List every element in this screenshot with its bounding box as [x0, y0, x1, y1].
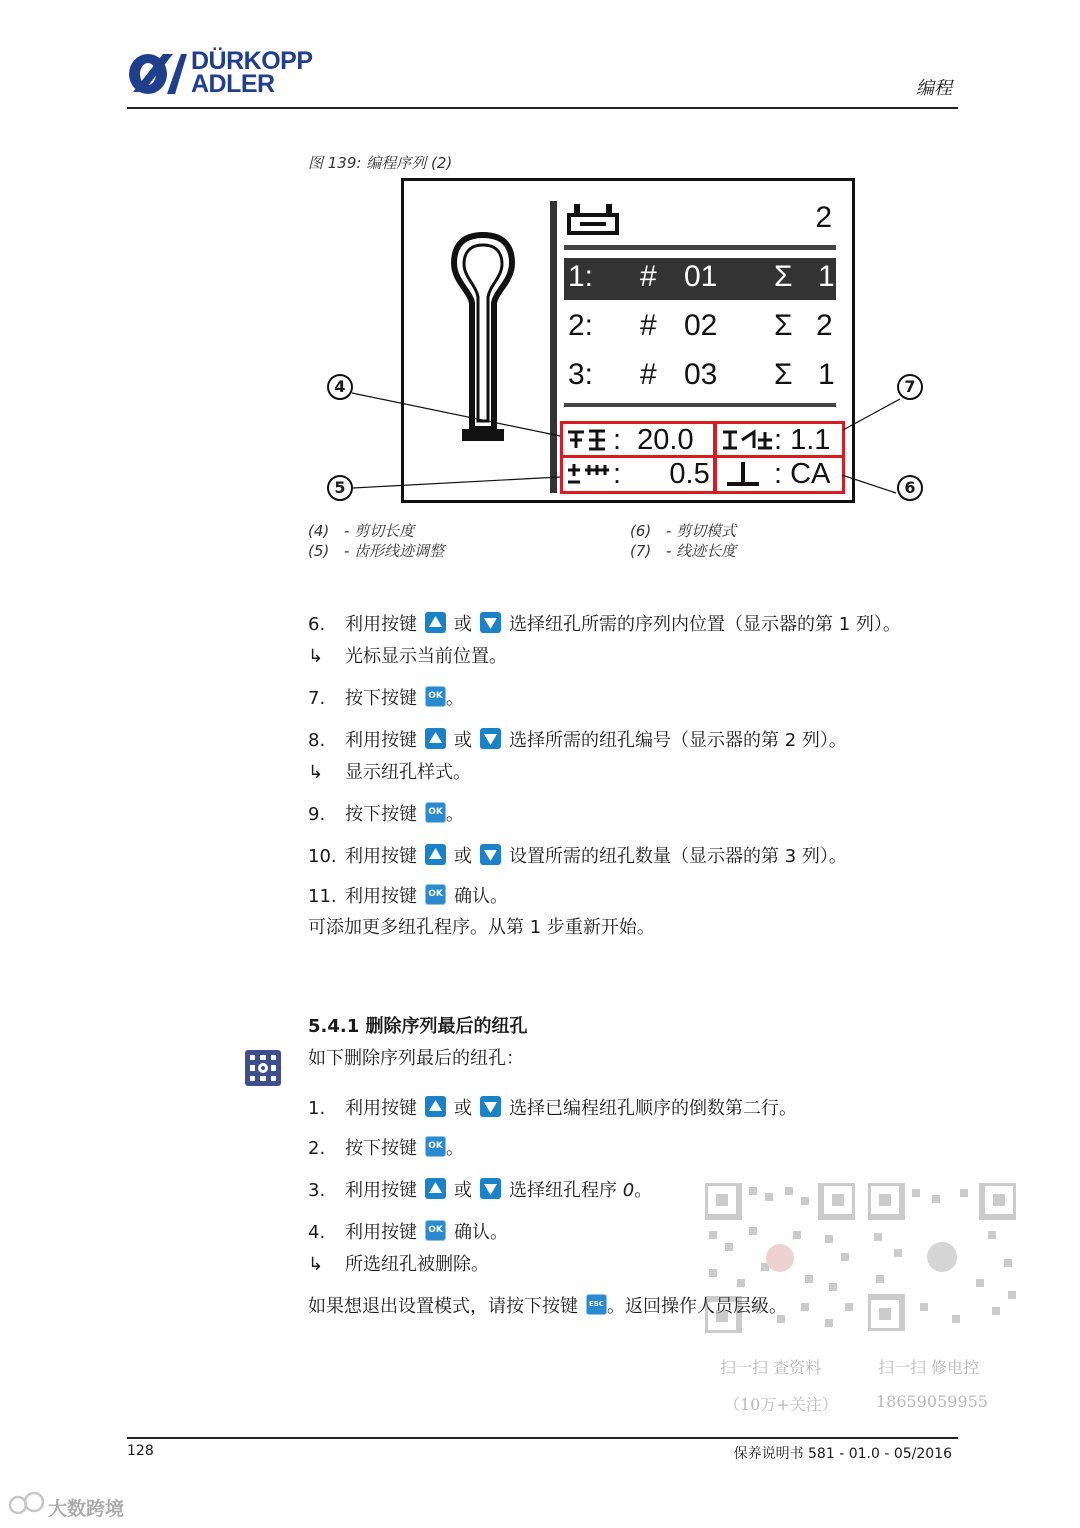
watermark-right-caption: 扫一扫 修电控 — [878, 1358, 980, 1377]
delete-step-1: 1. 利用按键 或 选择已编程纽孔顺序的倒数第二行。 — [308, 1098, 797, 1119]
ok-key-icon: OK — [425, 686, 446, 707]
delete-step-3: 3. 利用按键 或 选择纽孔程序 0。 — [308, 1180, 653, 1201]
esc-key-icon: ESC — [586, 1294, 607, 1315]
step-7: 7. 按下按键 OK 。 — [308, 688, 464, 709]
cut-length-value: : 20.0 — [613, 424, 694, 456]
legend-item-4: (4) - 剪切长度 — [308, 522, 415, 540]
step-10: 10. 利用按键 或 设置所需的纽孔数量（显示器的第 3 列）。 — [308, 846, 847, 867]
step-11: 11. 利用按键 OK 确认。 — [308, 886, 508, 907]
section-intro: 如下删除序列最后的纽孔： — [308, 1048, 524, 1069]
ok-key-icon: OK — [425, 802, 446, 823]
result-arrow-icon: ↳ — [308, 762, 324, 783]
cut-mode-value: : CA — [774, 458, 831, 490]
row-hash: # — [640, 309, 657, 342]
legend-item-6: (6) - 剪切模式 — [630, 522, 737, 540]
page-header-title: 编程 — [916, 78, 952, 99]
row-index: 3: — [568, 358, 594, 391]
down-arrow-key-icon — [480, 1178, 501, 1199]
watermark-left-caption: 扫一扫 查资料 — [720, 1358, 822, 1377]
row-sigma: Σ — [774, 358, 793, 391]
step-8-result: ↳ 显示纽孔样式。 — [308, 762, 471, 783]
zigzag-adjust-value: : 0.5 — [613, 458, 710, 490]
figure-caption: 图 139: 编程序列 (2) — [308, 154, 453, 172]
row-index: 1: — [568, 260, 594, 293]
legend-item-5: (5) - 齿形线迹调整 — [308, 542, 445, 560]
page-number: 128 — [127, 1443, 154, 1459]
corner-watermark-text: 大数跨境 — [48, 1498, 125, 1520]
step-6-result: ↳ 光标显示当前位置。 — [308, 646, 507, 667]
qr-code-left-icon — [705, 1183, 855, 1333]
logo-line1: DÜRKOPP — [191, 47, 313, 75]
row-hash: # — [640, 260, 657, 293]
up-arrow-key-icon — [425, 1178, 446, 1199]
callout-6: 6 — [897, 475, 923, 501]
legend-item-7: (7) - 线迹长度 — [630, 542, 737, 560]
row-count: 1 — [818, 358, 835, 391]
callout-5: 5 — [327, 475, 353, 501]
up-arrow-key-icon — [425, 612, 446, 633]
row-code: 01 — [684, 260, 718, 293]
up-arrow-key-icon — [425, 844, 446, 865]
logo-line2: ADLER — [191, 70, 275, 98]
corner-watermark-logo-icon — [8, 1490, 48, 1520]
callout-7: 7 — [897, 374, 923, 400]
step-9: 9. 按下按键 OK 。 — [308, 804, 464, 825]
settings-icon — [245, 1050, 281, 1086]
down-arrow-key-icon — [480, 612, 501, 633]
delete-step-2: 2. 按下按键 OK 。 — [308, 1138, 464, 1159]
row-sigma: Σ — [774, 309, 793, 342]
steps-note: 可添加更多纽孔程序。从第 1 步重新开始。 — [308, 917, 655, 938]
stitch-length-value: : 1.1 — [774, 424, 831, 456]
row-sigma: Σ — [774, 260, 793, 293]
section-title: 5.4.1 删除序列最后的纽孔 — [308, 1016, 528, 1037]
step-8: 8. 利用按键 或 选择所需的纽孔编号（显示器的第 2 列）。 — [308, 730, 847, 751]
exit-instruction: 如果想退出设置模式，请按下按键 ESC 。返回操作人员层级。 — [308, 1296, 787, 1317]
row-code: 03 — [684, 358, 718, 391]
down-arrow-key-icon — [480, 844, 501, 865]
down-arrow-key-icon — [480, 1096, 501, 1117]
watermark-right-sub: 18659059955 — [876, 1392, 988, 1411]
row-index: 2: — [568, 309, 594, 342]
step-6: 6. 利用按键 或 选择纽孔所需的序列内位置（显示器的第 1 列）。 — [308, 614, 901, 635]
result-arrow-icon: ↳ — [308, 646, 324, 667]
row-count: 2 — [816, 309, 833, 342]
result-arrow-icon: ↳ — [308, 1254, 324, 1275]
row-hash: # — [640, 358, 657, 391]
down-arrow-key-icon — [480, 728, 501, 749]
watermark-left-sub: （10万+关注） — [724, 1395, 838, 1414]
up-arrow-key-icon — [425, 1096, 446, 1117]
delete-step-4-result: ↳ 所选纽孔被删除。 — [308, 1254, 489, 1275]
up-arrow-key-icon — [425, 728, 446, 749]
qr-code-right-icon — [868, 1183, 1016, 1331]
sequence-number: 2 — [815, 201, 832, 234]
ok-key-icon: OK — [425, 1220, 446, 1241]
ok-key-icon: OK — [425, 1136, 446, 1157]
row-count: 1 — [818, 260, 835, 293]
delete-step-4: 4. 利用按键 OK 确认。 — [308, 1222, 508, 1243]
ok-key-icon: OK — [425, 884, 446, 905]
footer-divider — [127, 1437, 958, 1439]
document-reference: 保养说明书 581 - 01.0 - 05/2016 — [733, 1446, 952, 1462]
row-code: 02 — [684, 309, 718, 342]
callout-4: 4 — [327, 374, 353, 400]
